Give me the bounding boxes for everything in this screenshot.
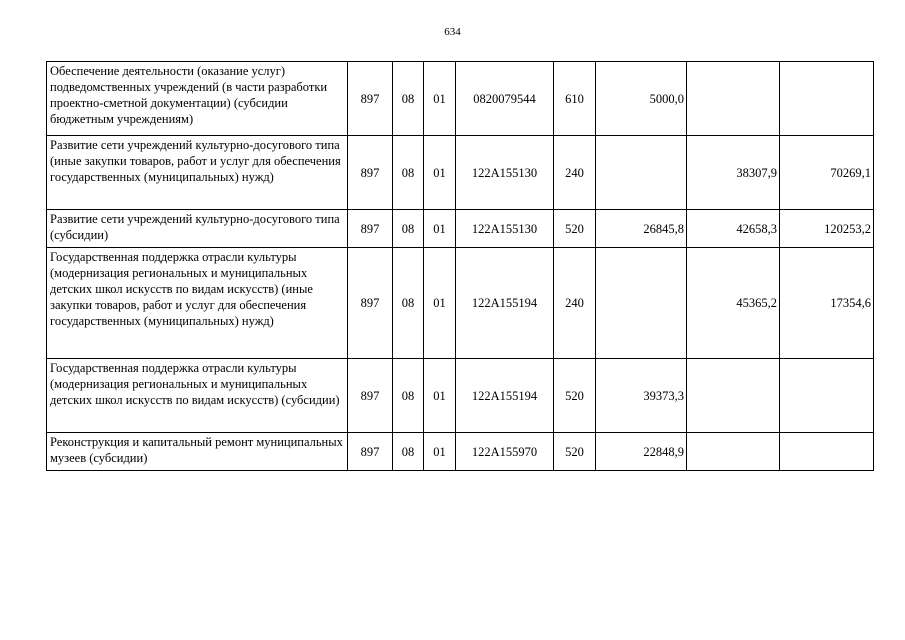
ministry-code: 897 xyxy=(348,136,393,210)
amount-2 xyxy=(687,62,780,136)
row-description: Государственная поддержка отрасли культуры (модернизация региональных и муниципальных детских школ искусств по видам искусств) (субсидии) xyxy=(47,359,348,433)
amount-1 xyxy=(596,136,687,210)
amount-2: 42658,3 xyxy=(687,210,780,248)
amount-3: 17354,6 xyxy=(780,248,874,359)
ministry-code: 897 xyxy=(348,359,393,433)
amount-1: 22848,9 xyxy=(596,433,687,471)
target-article-code: 122A155194 xyxy=(456,248,554,359)
page-number: 634 xyxy=(444,26,461,38)
row-description: Государственная поддержка отрасли культуры (модернизация региональных и муниципальных детских школ искусств по видам искусств) (иные закупки товаров, работ и услуг для обеспечения государственных (муниципальных) нужд) xyxy=(47,248,348,359)
amount-3: 120253,2 xyxy=(780,210,874,248)
ministry-code: 897 xyxy=(348,433,393,471)
amount-3 xyxy=(780,62,874,136)
amount-3 xyxy=(780,359,874,433)
section-code: 08 xyxy=(393,136,424,210)
expense-type-code: 240 xyxy=(554,248,596,359)
table-row xyxy=(47,433,874,471)
subsection-code: 01 xyxy=(424,433,456,471)
section-code: 08 xyxy=(393,62,424,136)
expense-type-code: 520 xyxy=(554,433,596,471)
amount-1: 39373,3 xyxy=(596,359,687,433)
row-description: Обеспечение деятельности (оказание услуг) подведомственных учреждений (в части разработки проектно-сметной документации) (субсидии бюджетным учреждениям) xyxy=(47,62,348,136)
table-row xyxy=(47,210,874,248)
section-code: 08 xyxy=(393,248,424,359)
section-code: 08 xyxy=(393,359,424,433)
subsection-code: 01 xyxy=(424,136,456,210)
subsection-code: 01 xyxy=(424,62,456,136)
amount-2 xyxy=(687,359,780,433)
target-article-code: 122A155194 xyxy=(456,359,554,433)
amount-1 xyxy=(596,248,687,359)
budget-table xyxy=(46,61,874,471)
target-article-code: 122A155970 xyxy=(456,433,554,471)
expense-type-code: 520 xyxy=(554,210,596,248)
amount-2: 38307,9 xyxy=(687,136,780,210)
amount-2: 45365,2 xyxy=(687,248,780,359)
target-article-code: 122A155130 xyxy=(456,210,554,248)
amount-3: 70269,1 xyxy=(780,136,874,210)
ministry-code: 897 xyxy=(348,248,393,359)
section-code: 08 xyxy=(393,210,424,248)
row-description: Развитие сети учреждений культурно-досугового типа (иные закупки товаров, работ и услуг для обеспечения государственных (муниципальных) нужд) xyxy=(47,136,348,210)
table-row xyxy=(47,359,874,433)
table-row xyxy=(47,62,874,136)
amount-1: 5000,0 xyxy=(596,62,687,136)
table-row xyxy=(47,248,874,359)
row-description: Реконструкция и капитальный ремонт муниципальных музеев (субсидии) xyxy=(47,433,348,471)
section-code: 08 xyxy=(393,433,424,471)
ministry-code: 897 xyxy=(348,62,393,136)
expense-type-code: 240 xyxy=(554,136,596,210)
row-description: Развитие сети учреждений культурно-досугового типа (субсидии) xyxy=(47,210,348,248)
amount-1: 26845,8 xyxy=(596,210,687,248)
target-article-code: 0820079544 xyxy=(456,62,554,136)
subsection-code: 01 xyxy=(424,359,456,433)
ministry-code: 897 xyxy=(348,210,393,248)
subsection-code: 01 xyxy=(424,248,456,359)
expense-type-code: 610 xyxy=(554,62,596,136)
amount-2 xyxy=(687,433,780,471)
expense-type-code: 520 xyxy=(554,359,596,433)
table-row xyxy=(47,136,874,210)
subsection-code: 01 xyxy=(424,210,456,248)
target-article-code: 122A155130 xyxy=(456,136,554,210)
amount-3 xyxy=(780,433,874,471)
